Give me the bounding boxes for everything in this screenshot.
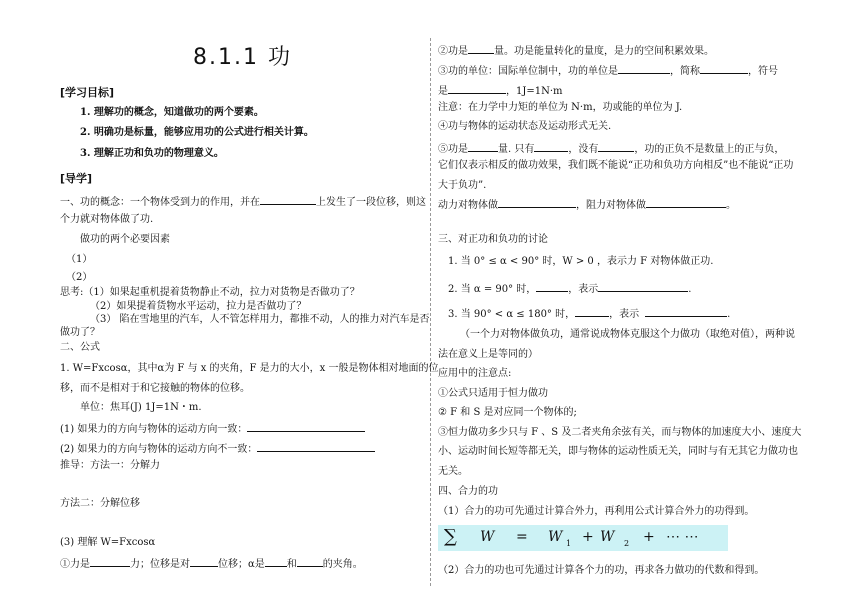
- formula-equals: =: [516, 529, 528, 545]
- blank-space: [598, 281, 688, 292]
- section-1-line: [60, 194, 426, 210]
- section-1-text-a: 一、功的概念：一个物体受到力的作用，并在: [60, 197, 260, 208]
- page-title: 8.1.1 功: [193, 45, 292, 70]
- right-line-1: [438, 43, 714, 59]
- factor-1: （1）: [66, 254, 93, 265]
- application-2: ② F 和 S 是对应同一个物体的;: [438, 407, 577, 418]
- think-4: 做功了？: [60, 327, 100, 338]
- section-3-heading: 三、对正功和负功的讨论: [438, 234, 548, 245]
- case-1-text: (1) 如果力的方向与物体的运动方向一致：: [60, 424, 248, 435]
- objectives-heading: [学习目标]: [60, 86, 115, 99]
- case-2-text: (2) 如果力的方向与物体的运动方向不一致：: [60, 444, 258, 455]
- think-2: （2）如果提着货物水平运动，拉力是否做功了？: [90, 301, 307, 312]
- r8-text-a: 动力对物体做: [438, 200, 498, 211]
- r2-text-c: ，符号: [748, 66, 778, 77]
- understand-formula: (3) 理解 W=Fxcosα: [60, 537, 156, 548]
- u1-text-d: 和: [286, 559, 297, 570]
- paragraph-1: （一个力对物体做负功，通常说成物体克服这个力做功（取绝对值），两种说: [460, 329, 795, 340]
- right-line-2: [438, 63, 778, 79]
- r2-text-a: ③功的单位：国际单位制中，功的单位是: [438, 66, 618, 77]
- formula-line-1: 1. W=Fxcosα，其中α为 F 与 x 的夹角，F 是力的大小，x 一般是物体相对地面的位: [60, 363, 439, 374]
- application-5: 无关。: [438, 466, 468, 477]
- r8-text-c: 。: [726, 200, 736, 211]
- section-2-heading: 二、公式: [60, 342, 100, 353]
- sigma-symbol: ∑: [444, 526, 457, 547]
- discussion-3: [448, 306, 730, 322]
- two-factors: 做功的两个必要因素: [80, 234, 170, 245]
- column-divider: [430, 38, 431, 586]
- blank-space: [536, 281, 568, 292]
- case-1: [60, 421, 365, 437]
- guide-heading: [导学]: [60, 172, 93, 185]
- formula-plus-2: +: [643, 529, 655, 545]
- r5-text-b: 量. 只有: [498, 144, 535, 155]
- r5-text-a: ⑤功是: [438, 144, 468, 155]
- right-line-3: [438, 83, 563, 99]
- u1-text-a: ①力是: [60, 559, 90, 570]
- r8-text-b: ，阻力对物体做: [576, 200, 646, 211]
- application-3: ③恒力做功多少只与 F 、S 及二者夹角余弦有关，而与物体的加速度大小、速度大: [438, 427, 802, 438]
- blank-space: [646, 197, 726, 208]
- factor-2: （2）: [66, 272, 93, 283]
- blank-space: [468, 43, 494, 54]
- case-2: [60, 441, 375, 457]
- blank-space: [190, 556, 218, 567]
- d2-text-c: .: [688, 284, 692, 295]
- right-line-5: [438, 141, 784, 157]
- u1-text-c: 位移；α是: [218, 559, 265, 570]
- blank-space: [247, 421, 365, 432]
- formula-line-2: 移，而不是相对于和它接触的物体的位移。: [60, 383, 250, 394]
- think-1: 思考:（1）如果起重机提着货物静止不动，拉力对货物是否做功了？: [60, 287, 360, 298]
- right-line-7: 大于负功”.: [438, 180, 487, 191]
- formula-w1: W: [548, 529, 563, 545]
- d3-text-c: .: [727, 309, 731, 320]
- blank-space: [618, 63, 670, 74]
- formula-sub-2: 2: [624, 539, 630, 548]
- formula-plus-1: +: [582, 529, 594, 545]
- section-4-heading: 四、合力的功: [438, 486, 498, 497]
- r5-text-d: ，功的正负不是数量上的正与负，: [634, 144, 785, 155]
- blank-space: [700, 63, 748, 74]
- right-line-4: ④功与物体的运动状态及运动形式无关.: [438, 121, 612, 132]
- discussion-2: [448, 281, 691, 297]
- d3-text-b: ，表示: [609, 309, 640, 320]
- formula-sub-1: 1: [566, 539, 572, 548]
- blank-space: [598, 141, 634, 152]
- objective-3: 3. 理解正功和负功的物理意义。: [80, 148, 224, 159]
- think-3: （3） 陷在雪地里的汽车，人不管怎样用力，都推不动，人的推力对汽车是否: [90, 314, 430, 325]
- r1-text-a: ②功是: [438, 46, 468, 57]
- derive-method-2: 方法二：分解位移: [60, 498, 140, 509]
- r5-text-c: ，没有: [568, 144, 599, 155]
- section-1-line-2: 个力就对物体做了功.: [60, 214, 154, 225]
- blank-space: [575, 306, 609, 317]
- d3-text-a: 3. 当 90° < α ≤ 180° 时，: [448, 309, 576, 320]
- right-line-8: [438, 197, 736, 213]
- net-work-note-2: （2）合力的功也可先通过计算各个力的功，再求各力做功的代数和得到。: [438, 565, 765, 576]
- objective-2: 2. 明确功是标量，能够应用功的公式进行相关计算。: [80, 127, 314, 138]
- note-line: 注意：在力学中力矩的单位为 N·m，功或能的单位为 J.: [438, 102, 683, 113]
- formula-w2: W: [600, 529, 615, 545]
- d2-text-b: ，表示: [568, 284, 599, 295]
- r3-text-a: 是: [438, 86, 448, 97]
- formula-ellipsis: ⋯ ⋯: [666, 529, 699, 545]
- application-1: ①公式只适用于恒力做功: [438, 388, 548, 399]
- derive-method-1: 推导：方法一：分解力: [60, 460, 160, 471]
- objective-1: 1. 理解功的概念，知道做功的两个要素。: [80, 107, 264, 118]
- discussion-1: 1. 当 0° ≤ α < 90° 时，W > 0 ，表示力 F 对物体做正功.: [448, 256, 714, 267]
- section-1-text-b: 上发生了一段位移，则这: [316, 197, 426, 208]
- understand-line-1: [60, 556, 363, 572]
- blank-space: [534, 141, 568, 152]
- net-work-note-1: （1）合力的功可先通过计算合外力，再利用公式计算合外力的功得到。: [438, 506, 755, 517]
- right-line-6: 它们仅表示相反的做功效果，我们既不能说“正功和负功方向相反”也不能说“正功: [438, 160, 794, 171]
- u1-text-e: 的夹角。: [322, 559, 363, 570]
- r2-text-b: ，简称: [670, 66, 700, 77]
- d2-text-a: 2. 当 α = 90° 时，: [448, 284, 537, 295]
- blank-space: [468, 141, 498, 152]
- blank-space: [645, 306, 727, 317]
- r3-text-b: ，1J=1N·m: [506, 86, 563, 97]
- application-heading: 应用中的注意点:: [438, 368, 512, 379]
- unit-line: 单位：焦耳(J) 1J=1N・m.: [80, 402, 202, 413]
- u1-text-b: 力；位移是对: [130, 559, 190, 570]
- formula-w: W: [480, 529, 495, 545]
- paragraph-2: 法在意义上是等同的）: [438, 349, 538, 360]
- blank-space: [257, 441, 375, 452]
- net-work-formula: [438, 525, 728, 551]
- blank-space: [265, 556, 287, 567]
- blank-space: [260, 194, 316, 205]
- application-4: 小、运动时间长短等都无关，即与物体的运动性质无关，同时与有无其它力做功也: [438, 446, 798, 457]
- r1-text-b: 量。功是能量转化的量度，是力的空间积累效果。: [494, 46, 714, 57]
- blank-space: [448, 83, 506, 94]
- blank-space: [297, 556, 323, 567]
- blank-space: [90, 556, 130, 567]
- blank-space: [498, 197, 576, 208]
